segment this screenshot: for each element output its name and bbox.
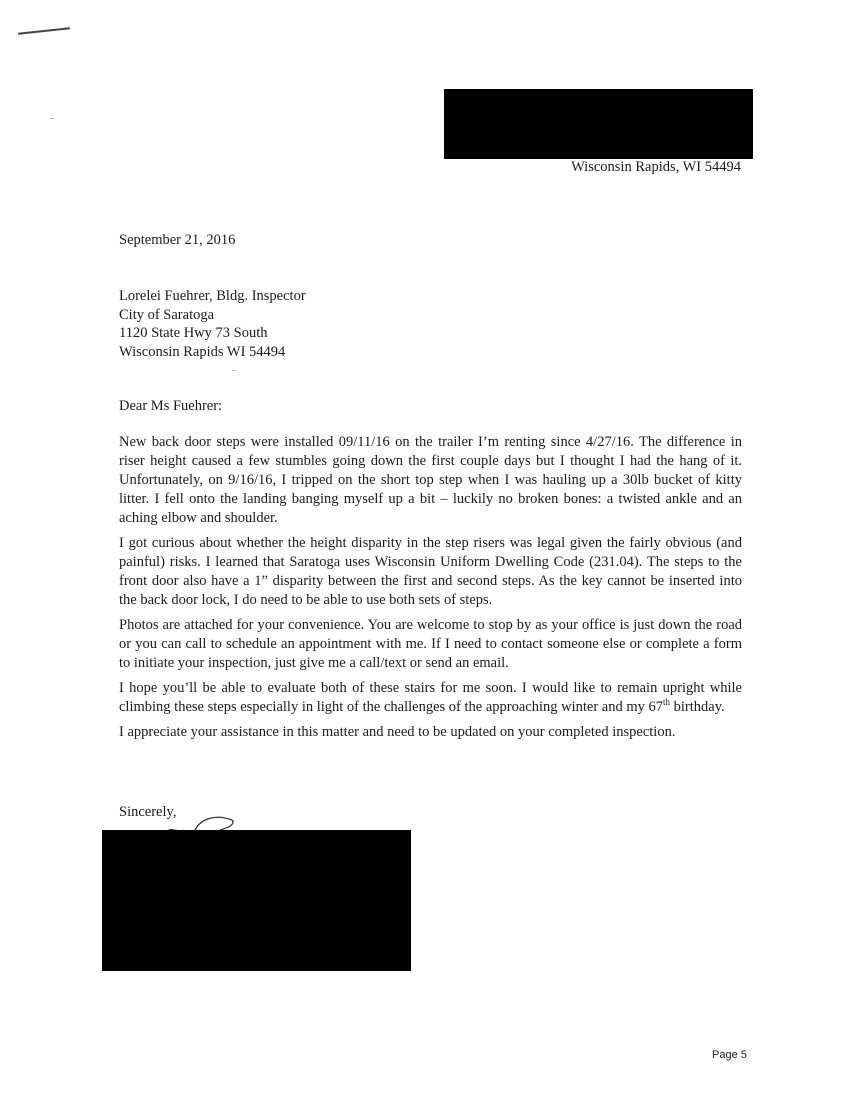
paragraph-request-text: I hope you’ll be able to evaluate both of these stairs for me soon. I would like to remain upright while climbing these steps especially in light of the challenges of the approaching winter and my 67 <box>119 680 742 715</box>
paragraph-request-end: birthday. <box>670 699 725 715</box>
page-number: Page 5 <box>712 1049 747 1061</box>
paragraph-code: I got curious about whether the height disparity in the step risers was legal given the fairly obvious (and painful) risks. I learned that Saratoga uses Wisconsin Uniform Dwelling Code (231.04). The steps to the front door also have a 1” disparity between the first and second steps. As the key cannot be inserted into the back door lock, I do need to be able to use both sets of steps. <box>119 535 742 608</box>
paragraph-request <box>119 679 742 717</box>
scan-speck <box>50 118 54 119</box>
salutation: Dear Ms Fuehrer: <box>119 398 223 414</box>
recipient-city-line: Wisconsin Rapids WI 54494 <box>119 343 286 360</box>
redacted-sender-address <box>444 89 753 159</box>
paragraph-incident: New back door steps were installed 09/11/16 on the trailer I’m renting since 4/27/16. The difference in riser height caused a few stumbles going down the first couple days but I thought I had the hang of it. Unfortunately, on 9/16/16, I tripped on the short top step when I was hauling up a 30lb bucket of kitty litter. I fell onto the landing banging myself up a bit – luckily no broken bones: a twisted ankle and an aching elbow and shoulder. <box>119 434 742 526</box>
paragraph-thanks: I appreciate your assistance in this matter and need to be updated on your completed inspection. <box>119 724 676 740</box>
recipient-name-title: Lorelei Fuehrer, Bldg. Inspector <box>119 288 306 304</box>
recipient-address <box>119 287 306 361</box>
recipient-street: 1120 State Hwy 73 South <box>119 325 268 341</box>
letter-body <box>119 433 742 748</box>
scan-artifact-mark <box>18 27 70 34</box>
redacted-signature-block <box>102 830 411 971</box>
scan-speck <box>232 370 236 371</box>
ordinal-suffix: th <box>663 697 671 708</box>
sender-city-line: Wisconsin Rapids, WI 54494 <box>571 159 741 175</box>
closing: Sincerely, <box>119 804 177 820</box>
paragraph-photos: Photos are attached for your convenience. You are welcome to stop by as your office is just down the road or you can call to schedule an appointment with me. If I need to contact someone else or complete a form to initiate your inspection, just give me a call/text or send an email. <box>119 617 742 671</box>
letter-date: September 21, 2016 <box>119 232 236 248</box>
recipient-organization: City of Saratoga <box>119 306 215 323</box>
